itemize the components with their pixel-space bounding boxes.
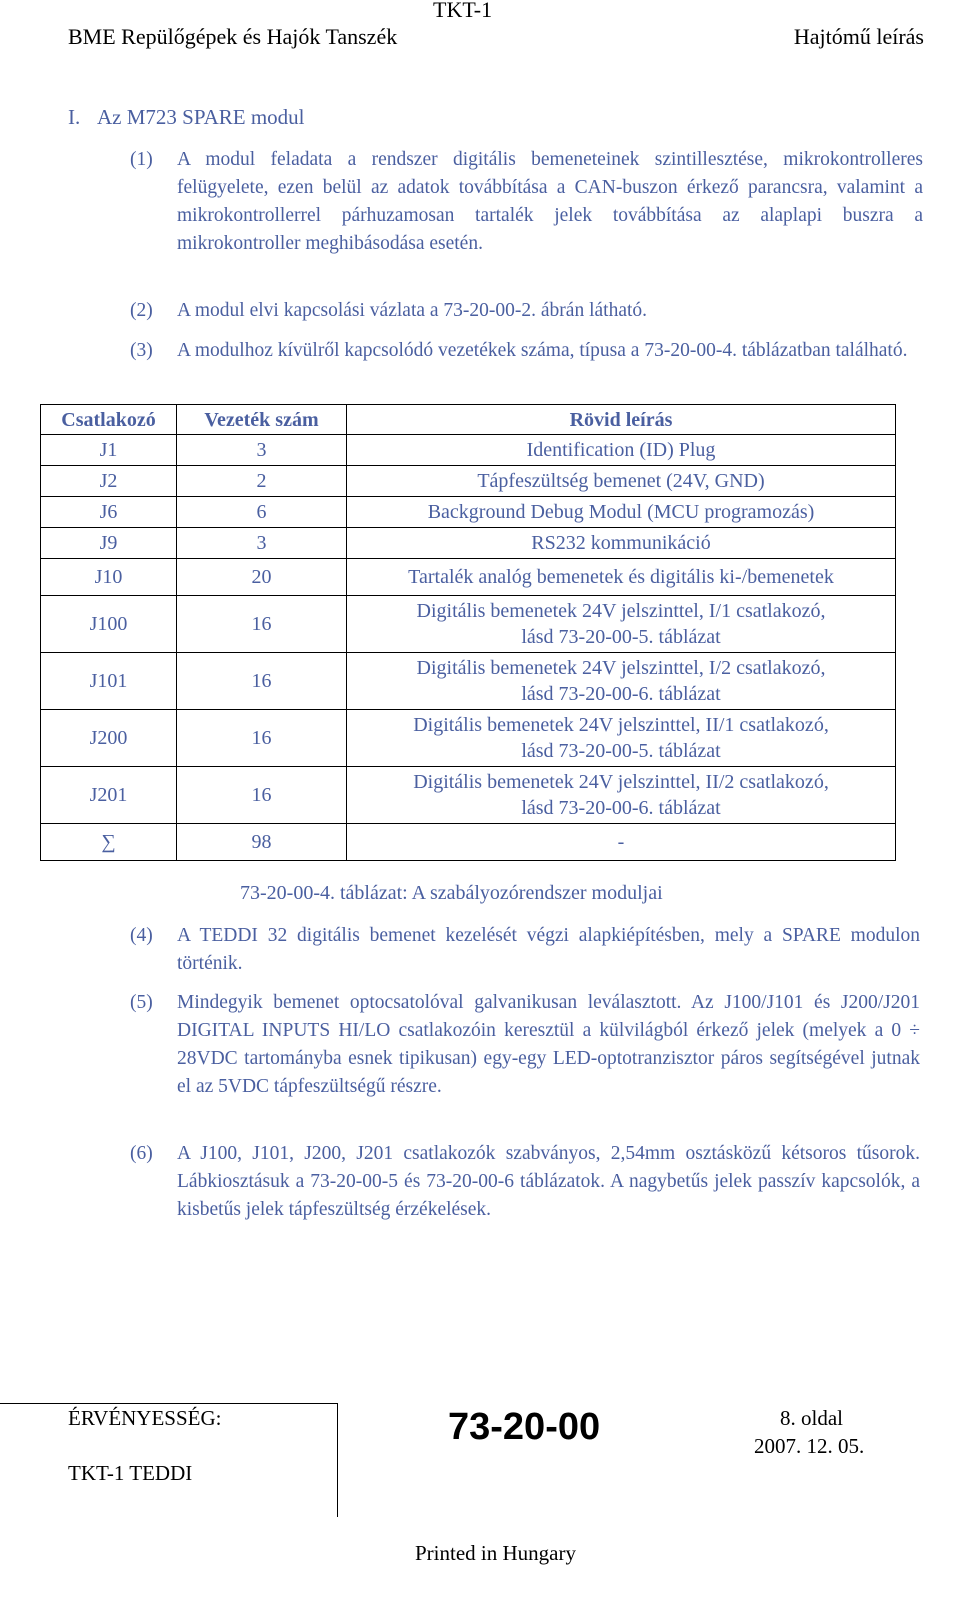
description-cell: RS232 kommunikáció	[347, 528, 896, 559]
doc-type: Hajtómű leírás	[793, 24, 924, 49]
paragraph-text: A modul elvi kapcsolási vázlata a 73-20-00-2. ábrán látható.	[177, 300, 648, 321]
table-sum-row	[41, 824, 896, 861]
description-line-1: Digitális bemenetek 24V jelszinttel, I/1 csatlakozó,	[416, 600, 826, 622]
table-row	[41, 435, 896, 466]
description-cell: Tápfeszültség bemenet (24V, GND)	[347, 466, 896, 497]
paragraph-5	[130, 989, 920, 1129]
connector-cell: J6	[41, 497, 177, 528]
wire-count-cell: 16	[177, 710, 347, 767]
connector-cell: J2	[41, 466, 177, 497]
connector-cell: J1	[41, 435, 177, 466]
paragraph-number: (1)	[130, 149, 153, 170]
chapter-number: 73-20-00	[448, 1406, 601, 1448]
paragraph-number: (4)	[130, 925, 153, 946]
connector-cell: J10	[41, 559, 177, 596]
validity-label: ÉRVÉNYESSÉG:	[68, 1406, 222, 1430]
wire-count-cell: 16	[177, 767, 347, 824]
section-title: Az M723 SPARE modul	[97, 105, 305, 129]
description-cell: Tartalék analóg bemenetek és digitális ki-/bemenetek	[347, 559, 896, 596]
description-line-2: lásd 73-20-00-5. táblázat	[521, 740, 721, 762]
paragraph-text: A modulhoz kívülről kapcsolódó vezetékek száma, típusa a 73-20-00-4. táblázatban található.	[177, 340, 908, 361]
issue-date: 2007. 12. 05.	[754, 1434, 865, 1458]
footer-vertical-rule	[337, 1403, 338, 1517]
validity-value: TKT-1 TEDDI	[68, 1461, 193, 1485]
connector-cell: J200	[41, 710, 177, 767]
description-line-2: lásd 73-20-00-5. táblázat	[521, 626, 721, 648]
wire-count-cell: 6	[177, 497, 347, 528]
paragraph-number: (5)	[130, 992, 153, 1013]
description-line-1: Digitális bemenetek 24V jelszinttel, I/2 csatlakozó,	[416, 657, 826, 679]
paragraph-text: A modul feladata a rendszer digitális bemeneteinek szintillesztése, mikrokontrolleres felügyelete, ezen belül az adatok továbbítása a CAN-buszon érkező parancsra, valamint a mikrokontrollerrel párhuzamosan tartalék jelek továbbítása az alaplapi buszra a mikrokontroller meghibásodása esetén.	[177, 149, 923, 254]
connector-cell: J201	[41, 767, 177, 824]
doc-code: TKT-1	[433, 0, 493, 22]
wire-count-cell: 3	[177, 528, 347, 559]
connector-cell: J100	[41, 596, 177, 653]
table-caption: 73-20-00-4. táblázat: A szabályozórendszer moduljai	[240, 882, 663, 904]
page-number: 8. oldal	[780, 1406, 843, 1430]
table-row	[41, 653, 896, 710]
paragraph-6	[130, 1140, 920, 1224]
paragraph-1	[130, 146, 923, 286]
wire-count-cell: 2	[177, 466, 347, 497]
department-name: BME Repülőgépek és Hajók Tanszék	[68, 24, 398, 49]
description-cell	[347, 710, 896, 767]
table-row	[41, 466, 896, 497]
paragraph-text: A TEDDI 32 digitális bemenet kezelését végzi alapkiépítésben, mely a SPARE modulon történik.	[177, 925, 920, 974]
description-cell	[347, 596, 896, 653]
header-connector: Csatlakozó	[41, 405, 177, 435]
paragraph-number: (2)	[130, 300, 153, 321]
table-row	[41, 497, 896, 528]
connector-cell: J101	[41, 653, 177, 710]
paragraph-number: (6)	[130, 1143, 153, 1164]
connector-cell: J9	[41, 528, 177, 559]
paragraph-text: A J100, J101, J200, J201 csatlakozók szabványos, 2,54mm osztásközű kétsoros tűsorok. Lábkiosztásuk a 73-20-00-5 és 73-20-00-6 táblázatok. A nagybetűs jelek passzív kapcsolók, a kisbetűs jelek tápfeszültség érzékelések.	[177, 1143, 920, 1220]
description-line-2: lásd 73-20-00-6. táblázat	[521, 797, 721, 819]
description-line-1: Digitális bemenetek 24V jelszinttel, II/1 csatlakozó,	[413, 714, 829, 736]
wire-count-cell: 3	[177, 435, 347, 466]
table-row	[41, 559, 896, 596]
paragraph-3	[130, 337, 920, 393]
description-cell: Background Debug Modul (MCU programozás)	[347, 497, 896, 528]
paragraph-number: (3)	[130, 340, 153, 361]
wire-count-cell: 16	[177, 653, 347, 710]
description-cell	[347, 653, 896, 710]
header-wire-count: Vezeték szám	[177, 405, 347, 435]
paragraph-4	[130, 922, 920, 978]
table-header-row	[41, 405, 896, 435]
section-number: I.	[68, 105, 81, 129]
paragraph-2	[130, 297, 920, 327]
wire-count-cell: 20	[177, 559, 347, 596]
description-line-1: Digitális bemenetek 24V jelszinttel, II/2 csatlakozó,	[413, 771, 829, 793]
table-row	[41, 767, 896, 824]
description-cell	[347, 767, 896, 824]
connector-table	[40, 404, 896, 861]
printed-note: Printed in Hungary	[415, 1541, 576, 1565]
table-row	[41, 596, 896, 653]
sum-description-cell: -	[347, 824, 896, 861]
header-description: Rövid leírás	[347, 405, 896, 435]
table-row	[41, 528, 896, 559]
table-row	[41, 710, 896, 767]
description-cell: Identification (ID) Plug	[347, 435, 896, 466]
description-line-2: lásd 73-20-00-6. táblázat	[521, 683, 721, 705]
sum-symbol-cell: ∑	[41, 824, 177, 861]
sum-value-cell: 98	[177, 824, 347, 861]
footer-top-rule	[0, 1403, 338, 1404]
wire-count-cell: 16	[177, 596, 347, 653]
paragraph-text: Mindegyik bemenet optocsatolóval galvanikusan leválasztott. Az J100/J101 és J200/J201 DIGITAL INPUTS HI/LO csatlakozóin keresztül a külvilágból érkező jelek (melyek a 0 ÷ 28VDC tartományba esnek tipikusan) egy-egy LED-optotranzisztor páros segítségével jutnak el az 5VDC tápfeszültségű részre.	[177, 992, 920, 1097]
